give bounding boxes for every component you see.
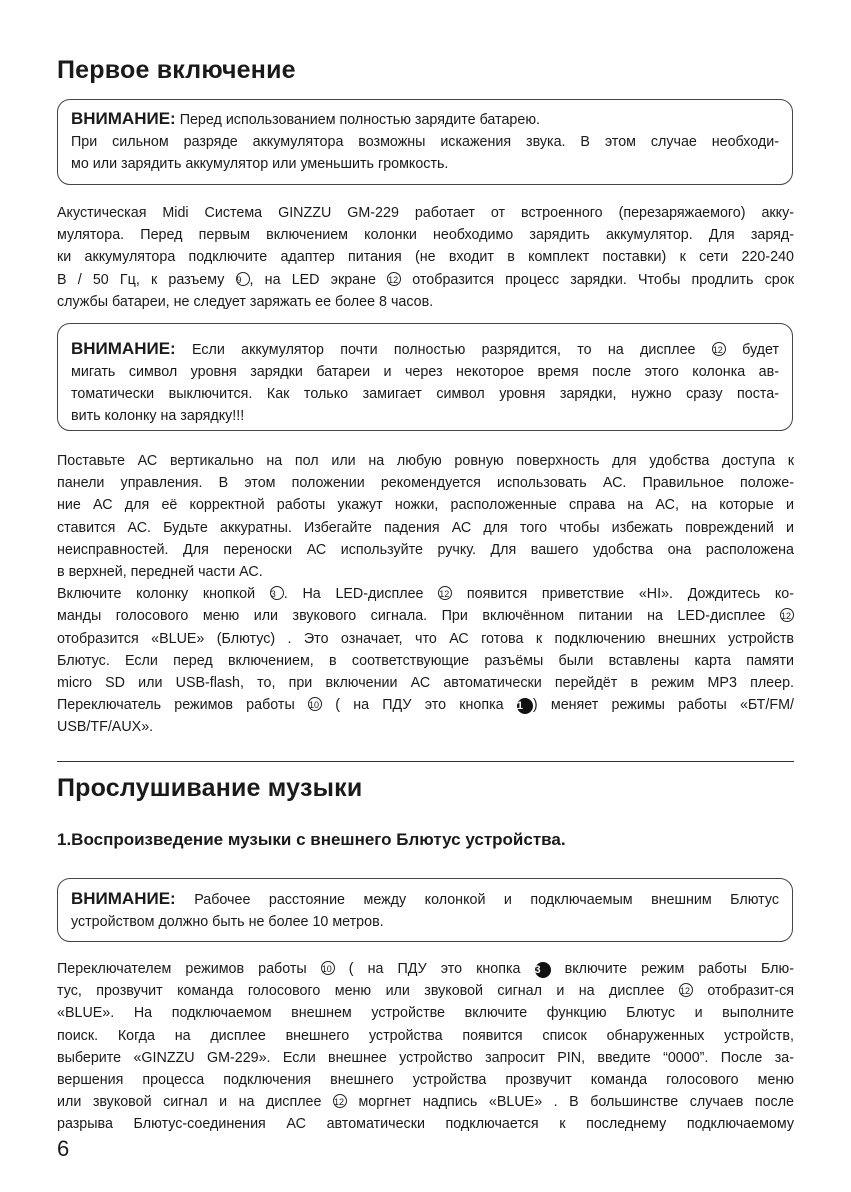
warning-line [71,108,779,131]
text-line: Акустическая Midi Система GINZZU GM-229 работает от встроенного (перезаряжаемого) акку- [57,205,794,221]
text-line [57,583,794,605]
subsection-title-bluetooth-playback: 1.Воспроизведение музыки с внешнего Блютус устройства. [57,830,566,849]
warning-box-battery-low [57,323,793,431]
warning-line: мигать символ уровня зарядки батареи и через некоторое время после этого колонка ав- [71,364,779,380]
callout-number: 12 [712,342,726,356]
callout-number: 9 [236,272,250,286]
remote-button-number: 1 [517,698,533,714]
text-line [57,958,794,980]
callout-number: 12 [679,983,693,997]
section-divider [57,761,794,762]
text-line: ки аккумулятора подключите адаптер питания (не входит в комплект поставки) к сети 220-240 [57,249,794,266]
text-line: вершения процесса подключения внешнего устройства прозвучит команда голосового меню [57,1072,794,1089]
text-span: , на LED экране [249,271,388,288]
text-line: службы батареи, не следует заряжать ее более 8 часов. [57,293,434,310]
warning-line: устройством должно быть не более 10 метров. [71,914,384,930]
text-span: В / 50 Гц, к разъему [57,271,236,288]
text-line: в верхней, передней части АС. [57,564,263,581]
callout-number: 10 [308,697,322,711]
text-line: Поставьте АС вертикально на пол или на любую ровную поверхность для удобства доступа к [57,453,794,469]
text-line [57,694,794,716]
warning-text: Если аккумулятор почти полностью разрядится, то на дисплее [175,342,712,358]
text-line: ставится АС. Будьте аккуратны. Избегайте падения АС для того чтобы избежать повреждений и [57,519,794,536]
text-span: Переключатель режимов работы [57,697,308,714]
paragraph-bluetooth-pairing [57,958,794,1136]
callout-number: 3 [270,586,284,600]
warning-line: мо или зарядить аккумулятор или уменьшить громкость. [71,156,449,172]
text-line: ние АС для её корректной работы укажут ножки, расположенные справа на АС, на которые и [57,497,794,514]
text-line: micro SD или USB-flash, то, при включении АС автоматически перейдёт в режим MP3 плеер. [57,675,794,692]
warning-label: ВНИМАНИЕ: [71,109,176,128]
text-line: USB/TF/AUX». [57,719,154,736]
text-line: Блютус. Если перед включением, в соответствующие разъёмы были вставлены карта памяти [57,652,794,669]
text-span: моргнет надпись «BLUE» . В большинстве случаев после [346,1094,794,1111]
callout-number: 12 [780,608,794,622]
warning-line [71,888,779,911]
text-span: . На LED-дисплее [283,586,439,603]
text-span: включите режим работы Блю- [550,961,794,977]
text-line: неисправностей. Для переноски АС используйте ручку. Для вашего удобства она расположена [57,541,794,558]
text-line [57,1091,794,1113]
text-span: Включите колонку кнопкой [57,586,270,603]
text-line: мулятора. Перед первым включением колонки необходимо зарядить аккумулятор. Для заряд- [57,227,794,244]
text-line: поиск. Когда на дисплее внешнего устройства появится список обнаруженных устройств, [57,1027,794,1044]
callout-number: 12 [387,272,401,286]
callout-number: 12 [438,586,452,600]
text-span: отобразится процесс зарядки. Чтобы продлить срок [401,271,794,288]
warning-box-distance [57,878,793,942]
callout-number: 12 [333,1094,347,1108]
text-line: панели управления. В этом положении рекомендуется использовать АС. Правильное положе- [57,475,794,492]
section-title-first-power-on: Первое включение [57,56,296,84]
warning-text: Перед использованием полностью зарядите батарею. [175,112,541,128]
text-span: ( на ПДУ это кнопка [321,697,517,714]
text-span: отобразит-ся [692,983,794,1000]
text-span: манды голосового меню или звукового сигнала. При включённом питании на LED-дисплее [57,608,780,625]
warning-text: Рабочее расстояние между колонкой и подключаемым внешним Блютус [175,892,779,908]
text-line: разрыва Блютус-соединения АС автоматически подключается к последнему подключаемому [57,1116,794,1133]
text-span: ( на ПДУ это кнопка [334,961,535,977]
warning-box-charge [57,99,793,185]
warning-text: будет [725,342,779,358]
text-span: появится приветствие «HI». Дождитесь ко- [452,586,795,603]
text-line: «BLUE». На подключаемом внешнем устройстве включите функцию Блютус и выполните [57,1005,794,1022]
warning-line: При сильном разряде аккумулятора возможны искажения звука. В этом случае необходи- [71,134,779,150]
text-span: ) меняет режимы работы «БТ/FM/ [532,697,794,714]
paragraph-charging [57,202,794,313]
warning-line: томатически выключится. Как только замигает символ уровня зарядки, нужно сразу поста- [71,386,779,402]
paragraph-placement-power [57,450,794,739]
text-span: или звуковой сигнал и на дисплее [57,1094,333,1111]
text-line: выберите «GINZZU GM-229». Если внешнее устройство запросит PIN, введите “0000”. После за- [57,1049,794,1066]
warning-line: вить колонку на зарядку!!! [71,408,245,424]
section-title-listening-music: Прослушивание музыки [57,774,363,802]
text-line: отобразится «BLUE» (Блютус) . Это означает, что АС готова к подключению внешних устройств [57,630,794,647]
text-line [57,605,794,627]
text-span: тус, прозвучит команда голосового меню или звуковой сигнал и на дисплее [57,983,679,1000]
warning-label: ВНИМАНИЕ: [71,339,176,358]
text-line [57,980,794,1002]
remote-button-number: 3 [535,962,551,978]
callout-number: 10 [321,961,335,975]
warning-label: ВНИМАНИЕ: [71,889,176,908]
text-line [57,269,794,291]
page-number: 6 [57,1136,70,1161]
text-span: Переключателем режимов работы [57,961,321,977]
warning-line [71,338,779,361]
